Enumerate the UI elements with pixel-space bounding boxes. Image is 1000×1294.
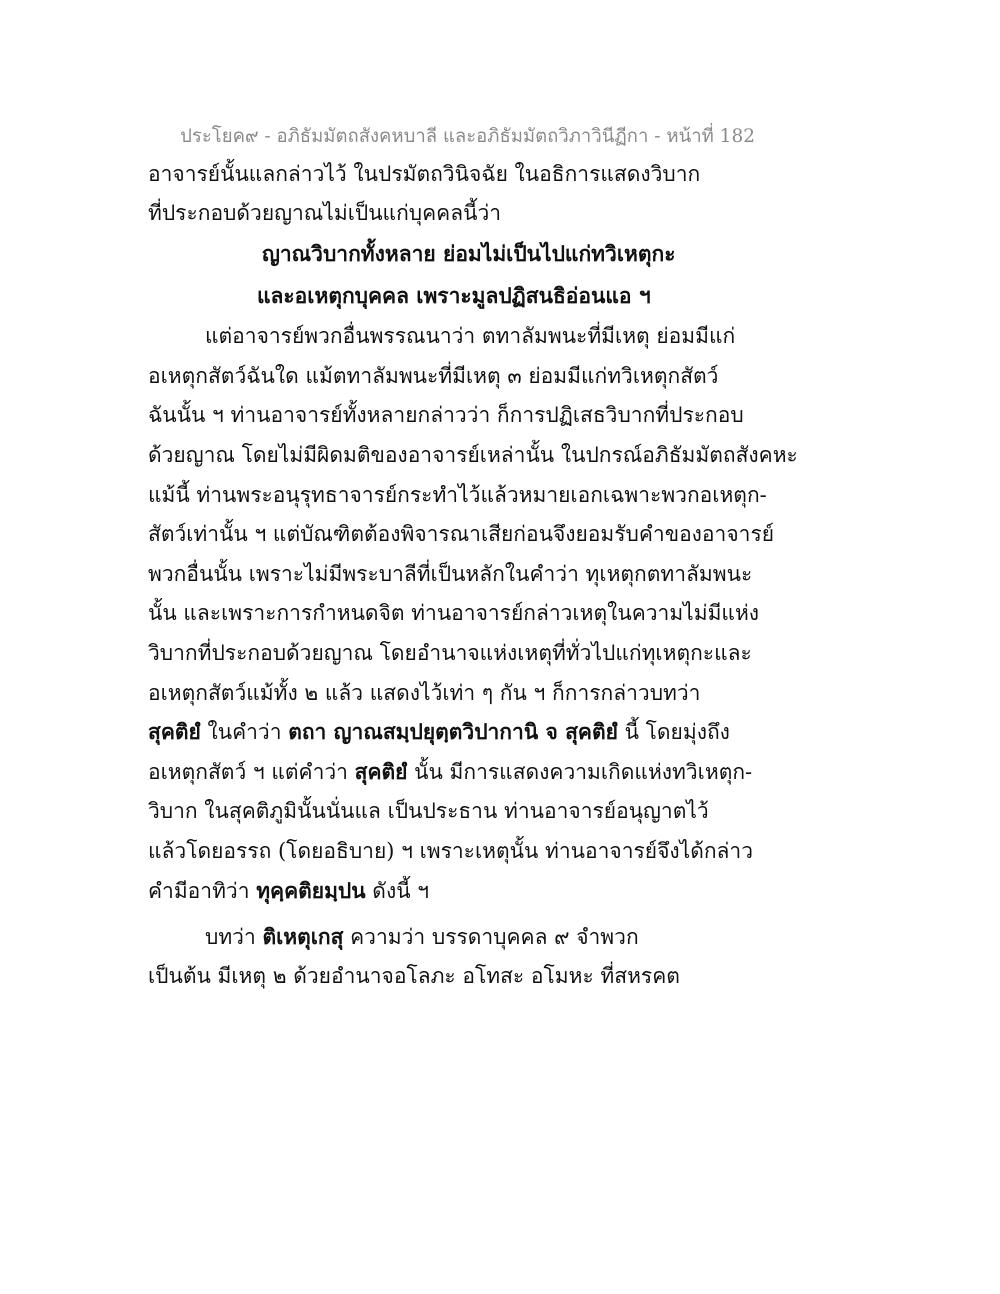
pali-term: ตถา ญาณสมฺปยุตฺตวิปากานิ จ สุคติยํ [288,719,618,744]
text-span: นั้น มีการแสดงความเกิดแห่งทวิเหตุก- [407,760,753,784]
verse-line: ญาณวิบากทั้งหลาย ย่อมไม่เป็นไปแก่ทวิเหตุกะ [262,241,676,266]
text-line: แม้นี้ ท่านพระอนุรุทธาจารย์กระทำไว้แล้วหมายเอกเฉพาะพวกอเหตุก- [148,483,767,507]
text-line: สัตว์เท่านั้น ฯ แต่บัณฑิตต้องพิจารณาเสียก่อนจึงยอมรับคำของอาจารย์ [148,522,775,546]
text-line [148,758,752,786]
text-span: บทว่า [205,925,263,949]
text-span: ในคำว่า [200,720,289,744]
pali-term: ติเหตุเกสุ [262,924,344,949]
page-header: ประโยค๙ - อภิธัมมัตถสังคหบาลี และอภิธัมมัตถวิภาวินีฏีกา - หน้าที่ 182 [180,126,755,147]
text-line: ด้วยญาณ โดยไม่มีผิดมติของอาจารย์เหล่านั้น ในปกรณ์อภิธัมมัตถสังคหะ [148,443,798,467]
text-line: อเหตุกสัตว์แม้ทั้ง ๒ แล้ว แสดงไว้เท่า ๆ กัน ฯ ก็การกล่าวบทว่า [148,681,701,705]
text-line: วิบาก ในสุคติภูมินั้นนั่นแล เป็นประธาน ท่านอาจารย์อนุญาตไว้ [148,799,709,823]
pali-term: ทุคฺคติยมฺปน [256,878,366,903]
text-line: พวกอื่นนั้น เพราะไม่มีพระบาลีที่เป็นหลักในคำว่า ทุเหตุกตทาลัมพนะ [148,562,753,586]
text-line: นั้น และเพราะการกำหนดจิต ท่านอาจารย์กล่าวเหตุในความไม่มีแห่ง [148,601,760,625]
text-span: อเหตุกสัตว์ ฯ แต่คำว่า [148,760,355,784]
text-line: ฉันนั้น ฯ ท่านอาจารย์ทั้งหลายกล่าวว่า ก็การปฏิเสธวิบากที่ประกอบ [148,403,744,427]
text-line: เป็นต้น มีเหตุ ๒ ด้วยอำนาจอโลภะ อโทสะ อโมหะ ที่สหรคต [148,964,680,988]
pali-term: สุคติยํ [354,759,408,784]
text-line: แต่อาจารย์พวกอื่นพรรณนาว่า ตทาลัมพนะที่มีเหตุ ย่อมมีแก่ [205,324,736,348]
text-line [148,877,429,905]
text-line: วิบากที่ประกอบด้วยญาณ โดยอำนาจแห่งเหตุที่ทั่วไปแก่ทุเหตุกะและ [148,641,752,665]
text-span: นี้ โดยมุ่งถึง [617,720,730,744]
text-line: แล้วโดยอรรถ (โดยอธิบาย) ฯ เพราะเหตุนั้น ท่านอาจารย์จึงได้กล่าว [148,839,754,863]
text-line: อเหตุกสัตว์ฉันใด แม้ตทาลัมพนะที่มีเหตุ ๓ ย่อมมีแก่ทวิเหตุกสัตว์ [148,364,719,388]
text-line [148,718,730,746]
text-span: ความว่า บรรดาบุคคล ๙ จำพวก [343,925,639,949]
text-line: อาจารย์นั้นแลกล่าวไว้ ในปรมัตถวินิจฉัย ในอธิการแสดงวิบาก [148,162,701,186]
verse-line: และอเหตุกบุคคล เพราะมูลปฏิสนธิอ่อนแอ ฯ [257,283,651,308]
text-span: ดังนี้ ฯ [365,879,430,903]
pali-term: สุคติยํ [148,719,201,744]
text-span: คำมีอาทิว่า [148,879,257,903]
text-line [205,923,639,951]
text-line: ที่ประกอบด้วยญาณไม่เป็นแก่บุคคลนี้ว่า [148,201,502,225]
